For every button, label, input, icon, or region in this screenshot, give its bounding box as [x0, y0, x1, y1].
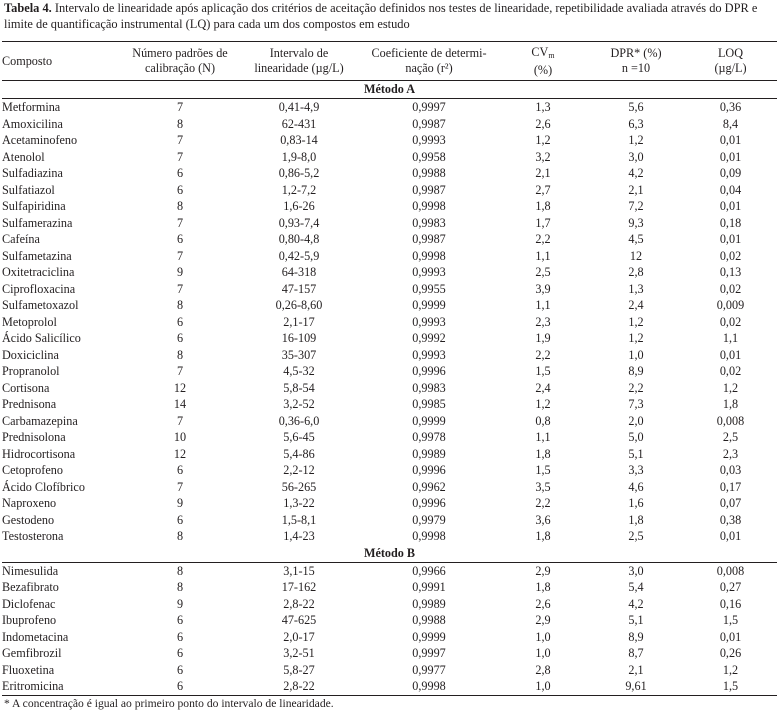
cell-compound: Diclofenac — [2, 596, 56, 611]
cell-cv: 1,1 — [535, 248, 551, 263]
section-header — [2, 545, 777, 563]
cell-dpr: 2,1 — [628, 662, 644, 677]
cell-dpr: 2,2 — [628, 380, 644, 395]
cell-linear-range: 0,86-5,2 — [278, 166, 320, 181]
cell-cv: 1,1 — [535, 430, 551, 445]
cell-n-standards: 7 — [176, 248, 184, 263]
cell-r2: 0,9992 — [412, 331, 446, 346]
cell-linear-range: 1,3-22 — [283, 496, 315, 511]
cell-n-standards: 6 — [122, 678, 238, 695]
cell-loq: 0,02 — [719, 364, 742, 379]
table-row — [2, 132, 777, 149]
header-composto: Composto — [2, 42, 122, 81]
cell-compound: Cortisona — [2, 380, 50, 395]
cell-cv: 1,2 — [535, 397, 551, 412]
cell-loq: 0,01 — [719, 529, 742, 544]
cell-r2: 0,9998 — [360, 678, 498, 695]
header-cv: $CV_m$ (%) — [498, 42, 588, 81]
cell-compound: Cafeína — [2, 232, 40, 247]
cell-dpr: 1,2 — [628, 331, 644, 346]
cell-dpr: 2,1 — [628, 182, 644, 197]
cell-compound: Ácido Clofíbrico — [2, 479, 85, 494]
cell-n-standards: 6 — [176, 512, 184, 527]
cell-linear-range: 0,42-5,9 — [278, 248, 320, 263]
cell-dpr: 3,3 — [628, 463, 644, 478]
cell-loq: 0,16 — [719, 596, 742, 611]
cell-n-standards: 12 — [173, 446, 187, 461]
cell-n-standards: 9 — [176, 496, 184, 511]
table-row — [2, 314, 777, 331]
cell-cv: 1,8 — [535, 199, 551, 214]
cell-n-standards: 7 — [176, 215, 184, 230]
cell-r2: 0,9983 — [412, 215, 446, 230]
cell-r2: 0,9996 — [412, 496, 446, 511]
table-row — [2, 413, 777, 430]
cell-n-standards: 7 — [176, 413, 184, 428]
cell-n-standards: 6 — [176, 331, 184, 346]
cell-compound: Cetoprofeno — [2, 463, 63, 478]
cell-cv: 1,1 — [535, 298, 551, 313]
cell-cv: 1,2 — [535, 133, 551, 148]
cell-compound: Testosterona — [2, 529, 64, 544]
cell-cv: 1,8 — [535, 446, 551, 461]
cell-n-standards: 6 — [176, 166, 184, 181]
cell-loq: 2,3 — [722, 446, 739, 461]
cell-r2: 0,9999 — [412, 413, 446, 428]
cell-compound: Hidrocortisona — [2, 446, 76, 461]
cell-cv: 2,1 — [535, 166, 551, 181]
cell-r2: 0,9991 — [412, 580, 446, 595]
cell-linear-range: 1,2-7,2 — [281, 182, 317, 197]
cell-r2: 0,9993 — [412, 314, 446, 329]
cell-compound: Ácido Salicílico — [2, 331, 81, 346]
table-row — [2, 264, 777, 281]
cell-n-standards: 14 — [173, 397, 187, 412]
cell-dpr: 2,8 — [628, 265, 644, 280]
cell-r2: 0,9989 — [412, 596, 446, 611]
cell-dpr: 5,1 — [628, 446, 644, 461]
cell-linear-range: 16-109 — [281, 331, 317, 346]
cell-loq: 1,5 — [684, 678, 777, 695]
cell-r2: 0,9989 — [412, 446, 446, 461]
cell-compound: Sulfamerazina — [2, 215, 73, 230]
cell-linear-range: 5,8-54 — [283, 380, 315, 395]
cell-r2: 0,9983 — [412, 380, 446, 395]
cell-linear-range: 35-307 — [281, 347, 317, 362]
cell-dpr: 5,6 — [628, 100, 644, 115]
cell-n-standards: 6 — [176, 646, 184, 661]
cell-r2: 0,9979 — [412, 512, 446, 527]
cell-compound: Sulfapiridina — [2, 199, 66, 214]
table-row — [2, 396, 777, 413]
cell-r2: 0,9988 — [412, 166, 446, 181]
cell-loq: 0,02 — [719, 281, 742, 296]
cell-dpr: 5,1 — [628, 613, 644, 628]
linearity-table — [2, 41, 777, 696]
cell-compound: Sulfatiazol — [2, 182, 55, 197]
cell-cv: 3,9 — [535, 281, 551, 296]
cell-n-standards: 7 — [176, 281, 184, 296]
cell-n-standards: 7 — [176, 149, 184, 164]
cell-loq: 1,1 — [722, 331, 739, 346]
cell-compound: Prednisona — [2, 397, 57, 412]
cell-r2: 0,9993 — [412, 347, 446, 362]
cell-linear-range: 47-625 — [281, 613, 317, 628]
cell-linear-range: 2,8-22 — [238, 678, 360, 695]
table-row — [2, 363, 777, 380]
cell-r2: 0,9987 — [412, 182, 446, 197]
cell-cv: 1,8 — [535, 529, 551, 544]
cell-loq: 1,8 — [722, 397, 739, 412]
cell-linear-range: 4,5-32 — [283, 364, 315, 379]
cell-cv: 2,5 — [535, 265, 551, 280]
table-body — [2, 81, 777, 696]
table-row — [2, 116, 777, 133]
cell-compound: Eritromicina — [2, 678, 122, 695]
cell-r2: 0,9999 — [412, 629, 446, 644]
table-label: Tabela 4. — [4, 1, 52, 15]
cell-dpr: 2,4 — [628, 298, 644, 313]
cell-r2: 0,9996 — [412, 364, 446, 379]
cell-cv: 2,9 — [535, 563, 551, 578]
cell-compound: Sulfadiazina — [2, 166, 63, 181]
cell-dpr: 1,8 — [628, 512, 644, 527]
cell-r2: 0,9988 — [412, 613, 446, 628]
cell-r2: 0,9987 — [412, 116, 446, 131]
footnote: * A concentração é igual ao primeiro ponto do intervalo de linearidade. — [4, 697, 334, 710]
cell-dpr: 12 — [629, 248, 643, 263]
cell-cv: 1,5 — [535, 463, 551, 478]
table-row — [2, 612, 777, 629]
table-row — [2, 198, 777, 215]
header-n-calibration: Número padrões de calibração (N) — [122, 42, 238, 81]
cell-compound: Acetaminofeno — [2, 133, 78, 148]
cell-linear-range: 1,9-8,0 — [281, 149, 317, 164]
cell-dpr: 4,5 — [628, 232, 644, 247]
cell-dpr: 1,2 — [628, 133, 644, 148]
cell-loq: 0,008 — [716, 413, 745, 428]
cell-cv: 2,2 — [535, 347, 551, 362]
cell-cv: 2,6 — [535, 596, 551, 611]
cell-linear-range: 0,41-4,9 — [278, 100, 320, 115]
cell-n-standards: 6 — [176, 629, 184, 644]
table-row — [2, 149, 777, 166]
cell-n-standards: 6 — [176, 613, 184, 628]
cell-cv: 2,9 — [535, 613, 551, 628]
header-linear-range: Intervalo de linearidade (µg/L) — [238, 42, 360, 81]
cell-r2: 0,9996 — [412, 463, 446, 478]
cell-cv: 1,3 — [535, 100, 551, 115]
cell-dpr: 8,7 — [628, 646, 644, 661]
cell-cv: 1,0 — [535, 629, 551, 644]
cell-loq: 0,26 — [719, 646, 742, 661]
cell-n-standards: 6 — [176, 232, 184, 247]
cell-r2: 0,9993 — [412, 133, 446, 148]
cell-loq: 0,01 — [719, 629, 742, 644]
cell-dpr: 8,9 — [628, 364, 644, 379]
cell-linear-range: 64-318 — [281, 265, 317, 280]
table-row — [2, 446, 777, 463]
cell-loq: 0,009 — [716, 298, 745, 313]
section-header — [2, 81, 777, 99]
cell-r2: 0,9977 — [412, 662, 446, 677]
table-row — [2, 678, 777, 695]
cell-cv: 1,5 — [535, 364, 551, 379]
cell-compound: Propranolol — [2, 364, 60, 379]
cell-compound: Doxiciclina — [2, 347, 59, 362]
cell-n-standards: 9 — [176, 265, 184, 280]
cell-dpr: 1,2 — [628, 314, 644, 329]
cell-cv: 2,4 — [535, 380, 551, 395]
cell-r2: 0,9998 — [412, 529, 446, 544]
table-row — [2, 165, 777, 182]
cell-compound: Ibuprofeno — [2, 613, 57, 628]
cell-n-standards: 6 — [176, 463, 184, 478]
cell-n-standards: 8 — [176, 347, 184, 362]
cell-cv: 3,2 — [535, 149, 551, 164]
cell-n-standards: 8 — [176, 298, 184, 313]
cell-loq: 0,01 — [719, 232, 742, 247]
cell-r2: 0,9998 — [412, 248, 446, 263]
table-row — [2, 347, 777, 364]
cell-n-standards: 7 — [176, 479, 184, 494]
table-row — [2, 380, 777, 397]
cell-loq: 0,27 — [719, 580, 742, 595]
cell-r2: 0,9958 — [412, 149, 446, 164]
cell-cv: 3,6 — [535, 512, 551, 527]
cell-dpr: 1,3 — [628, 281, 644, 296]
cell-dpr: 9,61 — [588, 678, 684, 695]
cell-n-standards: 7 — [176, 100, 184, 115]
cell-n-standards: 12 — [173, 380, 187, 395]
cell-linear-range: 2,1-17 — [283, 314, 315, 329]
cell-compound: Carbamazepina — [2, 413, 78, 428]
cell-loq: 0,02 — [719, 248, 742, 263]
cell-linear-range: 56-265 — [281, 479, 317, 494]
cell-cv: 3,5 — [535, 479, 551, 494]
cell-linear-range: 17-162 — [281, 580, 317, 595]
cell-loq: 0,07 — [719, 496, 742, 511]
cell-linear-range: 47-157 — [281, 281, 317, 296]
cell-loq: 0,04 — [719, 182, 742, 197]
cell-compound: Nimesulida — [2, 563, 59, 578]
table-row — [2, 99, 777, 116]
cell-n-standards: 7 — [176, 364, 184, 379]
cell-linear-range: 2,0-17 — [283, 629, 315, 644]
cell-dpr: 1,6 — [628, 496, 644, 511]
cell-r2: 0,9998 — [412, 199, 446, 214]
cell-n-standards: 8 — [176, 529, 184, 544]
cell-compound: Sulfametazina — [2, 248, 72, 263]
cell-n-standards: 8 — [176, 563, 184, 578]
cell-dpr: 1,0 — [628, 347, 644, 362]
cell-compound: Prednisolona — [2, 430, 66, 445]
cell-loq: 0,01 — [719, 347, 742, 362]
table-row — [2, 330, 777, 347]
cell-compound: Gemfibrozil — [2, 646, 62, 661]
cell-loq: 0,13 — [719, 265, 742, 280]
cell-r2: 0,9985 — [412, 397, 446, 412]
cell-linear-range: 3,2-51 — [283, 646, 315, 661]
header-loq: LOQ (µg/L) — [684, 42, 777, 81]
cell-linear-range: 3,1-15 — [283, 563, 315, 578]
cell-loq: 0,02 — [719, 314, 742, 329]
cell-dpr: 3,0 — [628, 563, 644, 578]
cell-compound: Bezafibrato — [2, 580, 59, 595]
cell-compound: Fluoxetina — [2, 662, 55, 677]
cell-dpr: 6,3 — [628, 116, 644, 131]
table-caption — [4, 1, 779, 32]
table-row — [2, 596, 777, 613]
cell-cv: 1,9 — [535, 331, 551, 346]
cell-dpr: 4,6 — [628, 479, 644, 494]
header-row — [2, 42, 777, 81]
cell-r2: 0,9993 — [412, 265, 446, 280]
table-row — [2, 512, 777, 529]
cell-linear-range: 1,4-23 — [283, 529, 315, 544]
cell-loq: 0,01 — [719, 199, 742, 214]
cell-dpr: 7,2 — [628, 199, 644, 214]
cell-linear-range: 3,2-52 — [283, 397, 315, 412]
cell-loq: 0,01 — [719, 149, 742, 164]
table-row — [2, 462, 777, 479]
table-row — [2, 231, 777, 248]
cell-dpr: 9,3 — [628, 215, 644, 230]
cell-linear-range: 1,6-26 — [283, 199, 315, 214]
cell-dpr: 2,5 — [628, 529, 644, 544]
cell-loq: 0,008 — [716, 563, 745, 578]
cell-dpr: 2,0 — [628, 413, 644, 428]
cell-r2: 0,9997 — [412, 100, 446, 115]
cell-compound: Indometacina — [2, 629, 69, 644]
cell-loq: 0,18 — [719, 215, 742, 230]
cell-r2: 0,9978 — [412, 430, 446, 445]
table-row — [2, 629, 777, 646]
cell-compound: Ciprofloxacina — [2, 281, 76, 296]
cell-n-standards: 6 — [176, 314, 184, 329]
cell-linear-range: 0,80-4,8 — [278, 232, 320, 247]
table-row — [2, 429, 777, 446]
cell-dpr: 4,2 — [628, 596, 644, 611]
cell-cv: 1,8 — [535, 580, 551, 595]
cell-loq: 0,03 — [719, 463, 742, 478]
cell-loq: 0,01 — [719, 133, 742, 148]
cell-n-standards: 8 — [176, 116, 184, 131]
table-row — [2, 281, 777, 298]
cell-compound: Atenolol — [2, 149, 45, 164]
cell-r2: 0,9966 — [412, 563, 446, 578]
table-row — [2, 479, 777, 496]
cell-cv: 1,0 — [535, 646, 551, 661]
cell-n-standards: 6 — [176, 182, 184, 197]
cell-linear-range: 2,2-12 — [283, 463, 315, 478]
cell-loq: 0,36 — [719, 100, 742, 115]
cell-loq: 0,17 — [719, 479, 742, 494]
table-row — [2, 495, 777, 512]
header-coefficient: Coeficiente de determi- nação (r²) — [360, 42, 498, 81]
cell-r2: 0,9955 — [412, 281, 446, 296]
cell-r2: 0,9997 — [412, 646, 446, 661]
table-row — [2, 248, 777, 265]
table-row — [2, 562, 777, 579]
cell-cv: 2,7 — [535, 182, 551, 197]
cell-r2: 0,9962 — [412, 479, 446, 494]
cell-linear-range: 5,4-86 — [283, 446, 315, 461]
cell-linear-range: 0,93-7,4 — [278, 215, 320, 230]
cell-dpr: 5,0 — [628, 430, 644, 445]
table-row — [2, 297, 777, 314]
cell-dpr: 8,9 — [628, 629, 644, 644]
caption-text: Intervalo de linearidade após aplicação dos critérios de aceitação definidos nos testes de linearidade, repetibilidade avaliada através do DPR e limite de quantificação instrumental (LQ) para cada um dos compostos em estudo — [4, 1, 758, 31]
cell-n-standards: 7 — [176, 133, 184, 148]
table-row — [2, 528, 777, 545]
cell-compound: Oxitetraciclina — [2, 265, 75, 280]
cell-loq: 8,4 — [722, 116, 739, 131]
cell-linear-range: 0,36-6,0 — [278, 413, 320, 428]
cell-linear-range: 0,26-8,60 — [275, 298, 323, 313]
cell-n-standards: 8 — [176, 580, 184, 595]
table-row — [2, 579, 777, 596]
cell-dpr: 7,3 — [628, 397, 644, 412]
cell-linear-range: 1,5-8,1 — [281, 512, 317, 527]
section-title: Método B — [2, 545, 777, 563]
cell-compound: Metformina — [2, 100, 61, 115]
cell-linear-range: 5,8-27 — [283, 662, 315, 677]
cell-linear-range: 0,83-14 — [280, 133, 318, 148]
cell-n-standards: 9 — [176, 596, 184, 611]
cell-linear-range: 2,8-22 — [283, 596, 315, 611]
cell-cv: 1,7 — [535, 215, 551, 230]
header-dpr: DPR* (%) n =10 — [588, 42, 684, 81]
cell-cv: 2,2 — [535, 496, 551, 511]
cell-r2: 0,9999 — [412, 298, 446, 313]
section-title: Método A — [2, 81, 777, 99]
cell-n-standards: 8 — [176, 199, 184, 214]
cell-cv: 2,8 — [535, 662, 551, 677]
table-row — [2, 215, 777, 232]
table-row — [2, 662, 777, 679]
cell-cv: 2,2 — [535, 232, 551, 247]
cell-dpr: 4,2 — [628, 166, 644, 181]
table-row — [2, 182, 777, 199]
cell-dpr: 3,0 — [628, 149, 644, 164]
cell-loq: 1,2 — [722, 662, 739, 677]
cell-loq: 1,2 — [722, 380, 739, 395]
table-row — [2, 645, 777, 662]
cell-linear-range: 5,6-45 — [283, 430, 315, 445]
cell-compound: Sulfametoxazol — [2, 298, 79, 313]
cell-cv: 0,8 — [535, 413, 551, 428]
cell-loq: 2,5 — [722, 430, 739, 445]
cell-n-standards: 6 — [176, 662, 184, 677]
cell-loq: 0,09 — [719, 166, 742, 181]
cell-compound: Amoxicilina — [2, 116, 63, 131]
cell-loq: 0,38 — [719, 512, 742, 527]
cell-compound: Metoprolol — [2, 314, 57, 329]
cell-dpr: 5,4 — [628, 580, 644, 595]
cell-n-standards: 10 — [173, 430, 187, 445]
cell-linear-range: 62-431 — [281, 116, 317, 131]
cell-compound: Naproxeno — [2, 496, 57, 511]
cell-compound: Gestodeno — [2, 512, 55, 527]
cell-r2: 0,9987 — [412, 232, 446, 247]
cell-cv: 2,3 — [535, 314, 551, 329]
cell-loq: 1,5 — [722, 613, 739, 628]
cell-cv: 1,0 — [498, 678, 588, 695]
cell-cv: 2,6 — [535, 116, 551, 131]
